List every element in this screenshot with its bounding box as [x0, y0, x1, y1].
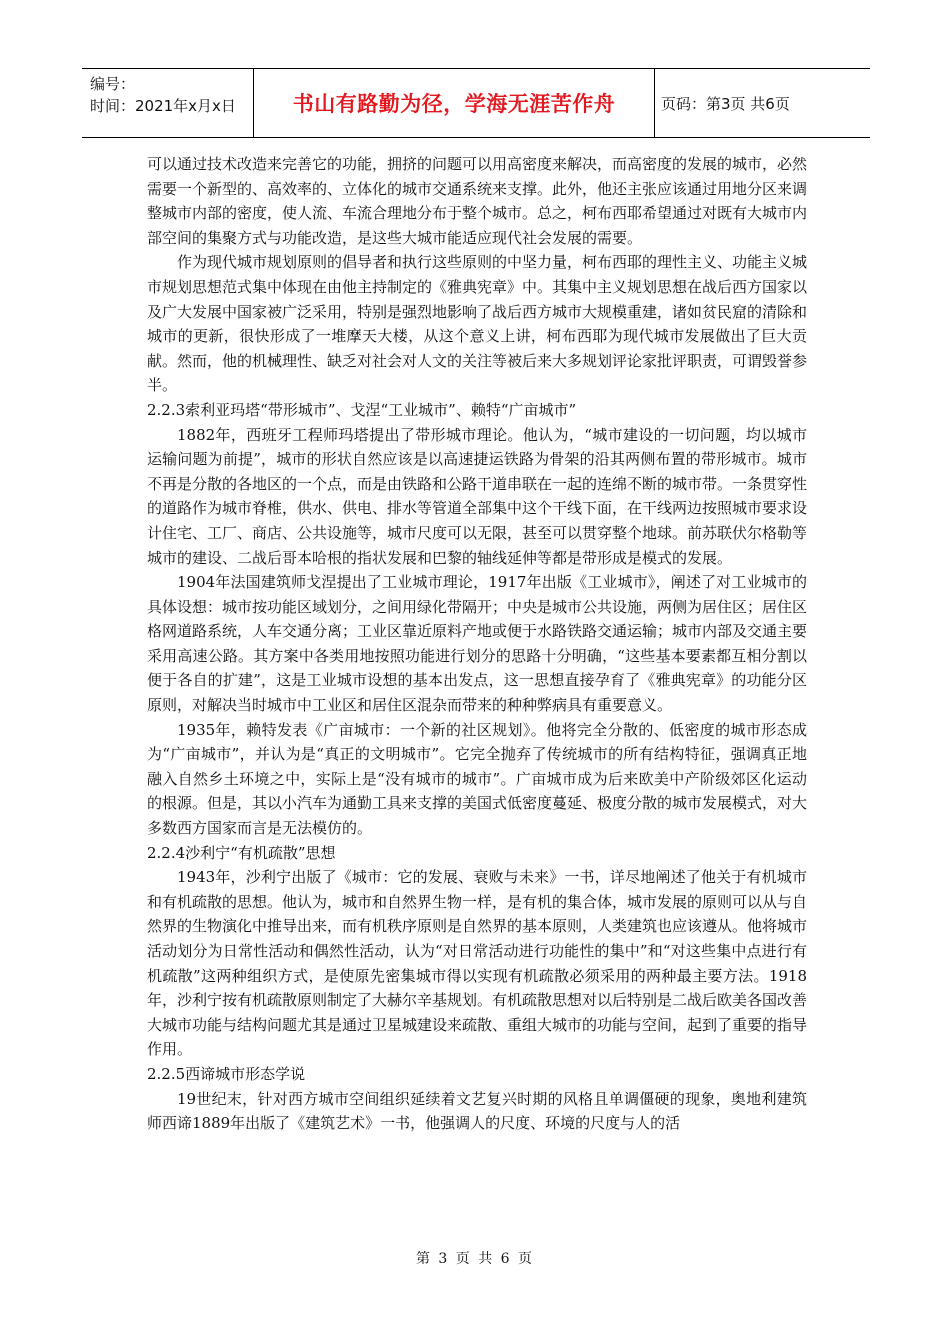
section-heading: 2.2.5西谛城市形态学说 — [147, 1064, 306, 1083]
paragraph: 1882年，西班牙工程师玛塔提出了带形城市理论。他认为，“城市建设的一切问题，均以城市运输问题为前提”，城市的形状自然应该是以高速捷运铁路为骨架的沿其两侧布置的带形城市。城市不再是分散的各地区的一个点，而是由铁路和公路干道串联在一起的连绵不断的城市带。一条贯穿性的道路作为城市脊椎，供水、供电、排水等管道全部集中这个干线下面，在干线两边按照城市要求设计住宅、工厂、商店、公共设施等，城市尺度可以无限，甚至可以贯穿整个地球。前苏联伏尔格勒等城市的建设、二战后哥本哈根的指状发展和巴黎的轴线延伸等都是带形成是模式的发展。 — [147, 425, 808, 567]
document-date-label: 时间：2021年x月x日 — [90, 97, 236, 115]
paragraph: 1904年法国建筑师戈涅提出了工业城市理论，1917年出版《工业城市》，阐述了对工业城市的具体设想：城市按功能区域划分，之间用绿化带隔开；中央是城市公共设施，两侧为居住区；居住区格网道路系统，人车交通分离；工业区靠近原料产地或便于水路铁路交通运输；城市内部及交通主要采用高速公路。其方案中各类用地按照功能进行划分的思路十分明确，“这些基本要素都互相分割以便于各自的扩建”，这是工业城市设想的基本出发点，这一思想直接孕育了《雅典宪章》的功能分区原则，对解决当时城市中工业区和居住区混杂而带来的种种弊病具有重要意义。 — [147, 573, 808, 715]
paragraph: 1943年，沙利宁出版了《城市：它的发展、衰败与未来》一书，详尽地阐述了他关于有机城市和有机疏散的思想。他认为，城市和自然界生物一样，是有机的集合体，城市发展的原则可以从与自然界的生物演化中推导出来，而有机秩序原则是自然界的基本原则，人类建筑也应该遵从。他将城市活动划分为日常性活动和偶然性活动，认为“对日常活动进行功能性的集中”和“对这些集中点进行有机疏散”这两种组织方式，是使原先密集城市得以实现有机疏散必须采用的两种最主要方法。1918年，沙利宁按有机疏散原则制定了大赫尔辛基规划。有机疏散思想对以后特别是二战后欧美各国改善大城市功能与结构问题尤其是通过卫星城建设来疏散、重组大城市的功能与空间，起到了重要的指导作用。 — [147, 868, 808, 1059]
section-heading: 2.2.4沙利宁“有机疏散”思想 — [147, 843, 336, 862]
header-motto: 书山有路勤为径，学海无涯苦作舟 — [254, 69, 655, 137]
paragraph: 可以通过技术改造来完善它的功能，拥挤的问题可以用高密度来解决，而高密度的发展的城市，必然需要一个新型的、高效率的、立体化的城市交通系统来支撑。此外，他还主张应该通过用地分区来调整城市内部的密度，使人流、车流合理地分布于整个城市。总之，柯布西耶希望通过对既有大城市内部空间的集聚方式与功能改造，是这些大城市能适应现代社会发展的需要。 — [147, 155, 808, 247]
page-header — [82, 68, 870, 138]
paragraph: 作为现代城市规划原则的倡导者和执行这些原则的中坚力量，柯布西耶的理性主义、功能主义城市规划思想范式集中体现在由他主持制定的《雅典宪章》中。其集中主义规划思想在战后西方国家以及广大发展中国家被广泛采用，特别是强烈地影响了战后西方城市大规模重建，诸如贫民窟的清除和城市的更新，很快形成了一堆摩天大楼，从这个意义上讲，柯布西耶为现代城市发展做出了巨大贡献。然而，他的机械理性、缺乏对社会对人文的关注等被后来大多规划评论家批评职责，可谓毁誉参半。 — [147, 253, 808, 395]
section-heading: 2.2.3索利亚玛塔“带形城市”、戈涅“工业城市”、赖特“广亩城市” — [147, 400, 577, 419]
paragraph: 19世纪末，针对西方城市空间组织延续着文艺复兴时期的风格且单调僵硬的现象，奥地利建筑师西谛1889年出版了《建筑艺术》一书，他强调人的尺度、环境的尺度与人的活 — [147, 1089, 807, 1133]
paragraph: 1935年，赖特发表《广亩城市：一个新的社区规划》。他将完全分散的、低密度的城市形态成为“广亩城市”，并认为是“真正的文明城市”。它完全抛弃了传统城市的所有结构特征，强调真正地融入自然乡土环境之中，实际上是“没有城市的城市”。广亩城市成为后来欧美中产阶级郊区化运动的根源。但是，其以小汽车为通勤工具来支撑的美国式低密度蔓延、极度分散的城市发展模式，对大多数西方国家而言是无法模仿的。 — [147, 720, 808, 838]
header-meta — [82, 69, 254, 137]
document-body — [147, 152, 807, 1136]
page-footer: 第 3 页 共 6 页 — [415, 1251, 535, 1267]
header-page-info: 页码：第3页 共6页 — [661, 94, 790, 113]
document-number-label: 编号： — [90, 75, 136, 93]
